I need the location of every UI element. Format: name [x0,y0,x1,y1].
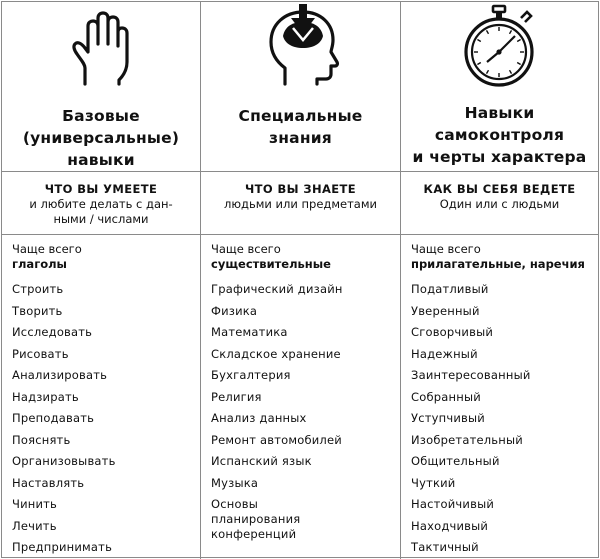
list-item: Собранный [411,389,481,404]
list-item: Настойчивый [411,497,495,511]
subheader-heading: КАК ВЫ СЕБЯ ВЕДЕТЕ [423,182,576,196]
column-title: Специальные знания [238,107,363,147]
list-item: Пояснять [12,432,71,447]
list-item: Надежный [411,346,478,361]
list-intro: Чаще всего [12,242,82,256]
list-item: Сговорчивый [411,325,494,339]
subheader-heading: ЧТО ВЫ ЗНАЕТЕ [244,182,357,196]
list-item: Податливый [411,282,489,296]
word-kind: глаголы [12,257,67,271]
word-kind: существительные [211,257,331,271]
list-item: Изобретательный [411,432,523,447]
list-item: Тактичный [411,540,479,554]
header-self-management [401,2,598,172]
list-item: Лечить [12,518,57,533]
column-title: Базовые (универсальные) навыки [22,107,180,169]
list-item: Находчивый [411,518,489,533]
list-item: Организовывать [12,454,116,468]
header-special-knowledge [201,2,401,172]
column-title: Навыки самоконтроля и черты характера [412,104,587,166]
list-knowledge [201,235,401,559]
list-item: Надзирать [12,389,79,404]
list-item: Чинить [12,497,58,511]
list-item: Чуткий [411,475,456,490]
head-knowledge-icon [263,4,339,88]
subheader-description: и любите делать с дан- ными / числами [29,197,173,226]
list-item: Заинтересованный [411,368,531,382]
list-item: Общительный [411,454,500,468]
header-basic-skills [2,2,201,172]
list-item: Испанский язык [211,454,312,468]
list-item: Музыка [211,475,259,490]
skills-table [1,1,599,558]
list-item: Складское хранение [211,346,341,361]
list-basic [2,235,201,559]
list-item: Наставлять [12,475,85,490]
list-item: Преподавать [12,411,95,425]
list-item: Строить [12,282,64,296]
subheader-description: людьми или предметами [223,197,377,211]
list-item: Анализ данных [211,411,307,425]
list-item: Физика [211,303,258,318]
list-item: Ремонт автомобилей [211,432,342,447]
list-intro: Чаще всего [411,242,481,256]
subheader-knowledge [201,172,401,235]
list-item: Рисовать [12,346,69,361]
word-kind: прилагательные, наречия [411,257,585,271]
list-item: Исследовать [12,325,93,339]
list-item: Основы планирования конференций [211,497,301,541]
list-item: Религия [211,389,262,404]
list-item: Уступчивый [411,411,485,425]
list-item: Бухгалтерия [211,368,291,382]
subheader-basic [2,172,201,235]
list-item: Математика [211,325,288,339]
subheader-heading: ЧТО ВЫ УМЕЕТЕ [44,182,158,196]
subheader-description: Один или с людьми [439,197,560,211]
hand-icon [71,10,131,88]
list-item: Уверенный [411,303,480,318]
stopwatch-icon [459,4,541,88]
list-item: Творить [12,303,63,318]
subheader-self [401,172,598,235]
list-item: Графический дизайн [211,282,343,296]
list-item: Анализировать [12,368,108,382]
list-item: Предпринимать [12,540,113,554]
list-self [401,235,598,559]
list-intro: Чаще всего [211,242,281,256]
